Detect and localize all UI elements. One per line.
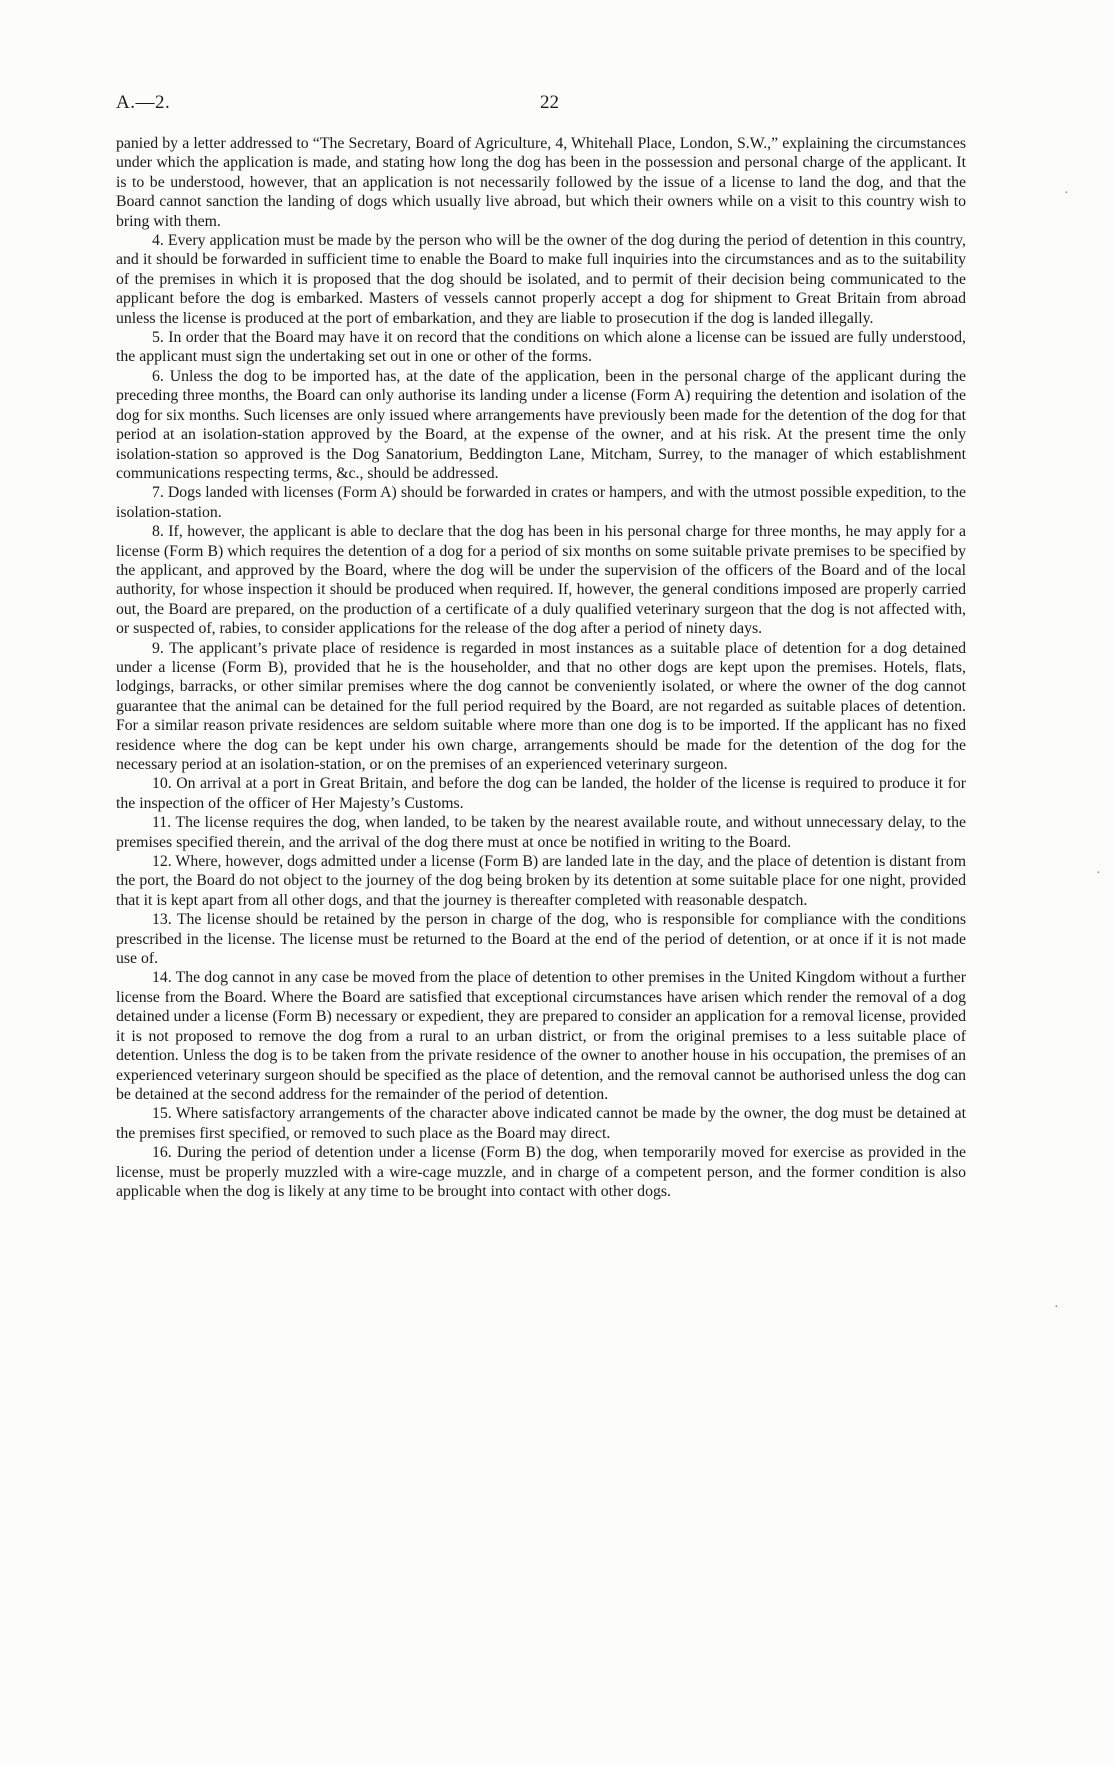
document-reference: A.—2. xyxy=(116,92,171,113)
paragraph-15: 15. Where satisfactory arrangements of the character above indicated cannot be made by the owner, the dog must be detained at the premises first specified, or removed to such place as the Board may direct. xyxy=(116,1105,966,1142)
paragraph-13: 13. The license should be retained by the person in charge of the dog, who is responsible for compliance with the conditions prescribed in the license. The license must be returned to the Board at the end of the period of detention, or at once if it is not made use of. xyxy=(116,911,966,968)
margin-mark: · xyxy=(1054,1300,1059,1315)
paragraph-5: 5. In order that the Board may have it on record that the conditions on which alone a license can be issued are fully understood, the applicant must sign the undertaking set out in one or other of the forms. xyxy=(116,329,966,366)
paragraph-4: 4. Every application must be made by the person who will be the owner of the dog during the period of detention in this country, and it should be forwarded in sufficient time to enable the Board to make full inquiries into the circumstances and as to the suitability of the premises in which it is proposed that the dog should be isolated, and to permit of their decision being communicated to the applicant before the dog is embarked. Masters of vessels cannot properly accept a dog for shipment to Great Britain from abroad unless the license is produced at the port of embarkation, and they are liable to prosecution if the dog is landed illegally. xyxy=(116,232,966,327)
margin-mark: · xyxy=(1096,866,1101,881)
page-header xyxy=(116,92,966,122)
paragraph-8: 8. If, however, the applicant is able to declare that the dog has been in his personal charge for three months, he may apply for a license (Form B) which requires the detention of a dog for a period of six months on some suitable private premises to be specified by the applicant, and approved by the Board, where the dog will be under the supervision of the officers of the Board and of the local authority, for whose inspection it should be produced when required. If, however, the general conditions imposed are properly carried out, the Board are prepared, on the production of a certificate of a duly qualified veterinary surgeon that the dog is not affected with, or suspected of, rabies, to consider applications for the release of the dog after a period of ninety days. xyxy=(116,523,966,638)
body-text xyxy=(116,134,966,1201)
margin-mark: · xyxy=(1064,186,1069,201)
paragraph-7: 7. Dogs landed with licenses (Form A) should be forwarded in crates or hampers, and with the utmost possible expedition, to the isolation-station. xyxy=(116,484,966,521)
page-number: 22 xyxy=(540,92,559,113)
paragraph-14: 14. The dog cannot in any case be moved from the place of detention to other premises in the United Kingdom without a further license from the Board. Where the Board are satisfied that exceptional circumstances have arisen which render the removal of a dog detained under a license (Form B) necessary or expedient, they are prepared to consider an application for a removal license, provided it is not proposed to remove the dog from a rural to an urban district, or from the original premises to a less suitable place of detention. Unless the dog is to be taken from the private residence of the owner to another house in his occupation, the premises of an experienced veterinary surgeon should be specified as the place of detention, and the removal cannot be authorised unless the dog can be detained at the second address for the remainder of the period of detention. xyxy=(116,969,966,1103)
paragraph-12: 12. Where, however, dogs admitted under a license (Form B) are landed late in the day, and the place of detention is distant from the port, the Board do not object to the journey of the dog being broken by its detention at some suitable place for one night, provided that it is kept apart from all other dogs, and that the journey is thereafter completed with reasonable despatch. xyxy=(116,853,966,909)
paragraph-9: 9. The applicant’s private place of residence is regarded in most instances as a suitable place of detention for a dog detained under a license (Form B), provided that he is the householder, and that no other dogs are kept upon the premises. Hotels, flats, lodgings, barracks, or other similar premises where the dog cannot be conveniently isolated, or where the owner of the dog cannot guarantee that the animal can be detained for the full period required by the Board, are not regarded as suitable places of detention. For a similar reason private residences are seldom suitable where more than one dog is to be imported. If the applicant has no fixed residence where the dog can be kept under his own charge, arrangements should be made for the detention of the dog for the necessary period at an isolation-station, or on the premises of an experienced veterinary surgeon. xyxy=(116,639,966,773)
paragraph-10: 10. On arrival at a port in Great Britain, and before the dog can be landed, the holder of the license is required to produce it for the inspection of the officer of Her Majesty’s Customs. xyxy=(116,775,966,812)
paragraph-11: 11. The license requires the dog, when landed, to be taken by the nearest available route, and without unnecessary delay, to the premises specified therein, and the arrival of the dog there must at once be notified in writing to the Board. xyxy=(116,814,966,851)
paragraph-6: 6. Unless the dog to be imported has, at the date of the application, been in the personal charge of the applicant during the preceding three months, the Board can only authorise its landing under a license (Form A) requiring the detention and isolation of the dog for six months. Such licenses are only issued where arrangements have previously been made for the detention of the dog for that period at an isolation-station approved by the Board, at the expense of the owner, and at his risk. At the present time the only isolation-station so approved is the Dog Sanatorium, Beddington Lane, Mitcham, Surrey, to the manager of which establishment communications respecting terms, &c., should be addressed. xyxy=(116,367,966,482)
paragraph-16: 16. During the period of detention under a license (Form B) the dog, when temporarily moved for exercise as provided in the license, must be properly muzzled with a wire-cage muzzle, and in charge of a competent person, and the former condition is also applicable when the dog is likely at any time to be brought into contact with other dogs. xyxy=(116,1144,966,1200)
paragraph-continuation: panied by a letter addressed to “The Secretary, Board of Agriculture, 4, Whitehall Place, London, S.W.,” explaining the circumstances under which the application is made, and stating how long the dog has been in the possession and personal charge of the applicant. It is to be understood, however, that an application is not necessarily followed by the issue of a license to land the dog, and that the Board cannot sanction the landing of dogs which usually live abroad, but which their owners while on a visit to this country wish to bring with them. xyxy=(116,135,966,230)
